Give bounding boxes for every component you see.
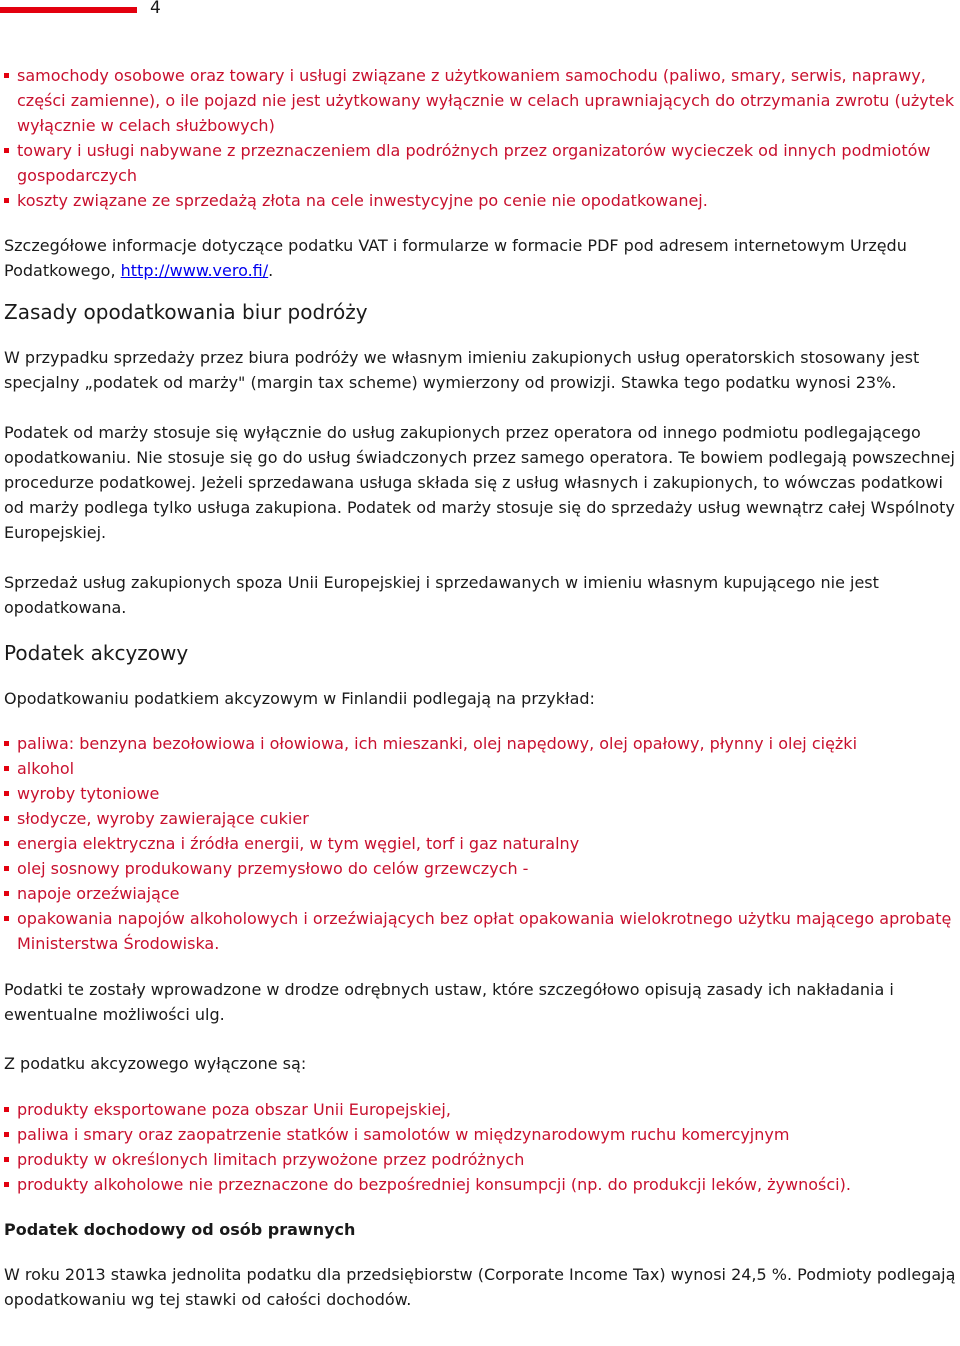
list-item: alkohol xyxy=(4,756,958,781)
list-item: wyroby tytoniowe xyxy=(4,781,958,806)
list-item: produkty w określonych limitach przywożone przez podróżnych xyxy=(4,1147,958,1172)
list-item: napoje orzeźwiające xyxy=(4,881,958,906)
travel-paragraph-3: Sprzedaż usług zakupionych spoza Unii Europejskiej i sprzedawanych w imieniu własnym kupującego nie jest opodatkowana. xyxy=(4,573,879,617)
list-item: olej sosnowy produkowany przemysłowo do celów grzewczych - xyxy=(4,856,958,881)
excise-laws-paragraph: Podatki te zostały wprowadzone w drodze odrębnych ustaw, które szczegółowo opisują zasady ich nakładania i ewentualne możliwości ulg. xyxy=(4,980,894,1024)
list-item: słodycze, wyroby zawierające cukier xyxy=(4,806,958,831)
vat-info-text: Szczegółowe informacje dotyczące podatku VAT i formularze w formacie PDF pod adresem internetowym Urzędu Podatkowego, xyxy=(4,236,907,280)
page-number: 4 xyxy=(150,0,161,18)
travel-heading: Zasady opodatkowania biur podróży xyxy=(4,300,368,324)
vat-info-paragraph xyxy=(4,233,958,283)
excise-heading: Podatek akcyzowy xyxy=(4,641,189,665)
vat-exclusions-list xyxy=(4,63,958,213)
excise-excluded-intro: Z podatku akcyzowego wyłączone są: xyxy=(4,1054,307,1073)
corporate-paragraph: W roku 2013 stawka jednolita podatku dla przedsiębiorstw (Corporate Income Tax) wynosi 24,5 %. Podmioty podlegają opodatkowaniu wg tej stawki od całości dochodów. xyxy=(4,1265,956,1309)
document-body xyxy=(4,63,958,1312)
list-item: paliwa: benzyna bezołowiowa i ołowiowa, ich mieszanki, olej napędowy, olej opałowy, płynny i olej ciężki xyxy=(4,731,958,756)
vero-link[interactable]: http://www.vero.fi/ xyxy=(120,261,269,280)
excise-items-list xyxy=(4,731,958,956)
corporate-heading: Podatek dochodowy od osób prawnych xyxy=(4,1220,356,1239)
list-item: opakowania napojów alkoholowych i orzeźwiających bez opłat opakowania wielokrotnego użytku mającego aprobatę Ministerstwa Środowiska. xyxy=(4,906,958,956)
list-item: produkty eksportowane poza obszar Unii Europejskiej, xyxy=(4,1097,958,1122)
header-accent-bar xyxy=(0,7,137,13)
list-item: koszty związane ze sprzedażą złota na cele inwestycyjne po cenie nie opodatkowanej. xyxy=(4,188,958,213)
travel-paragraph-2: Podatek od marży stosuje się wyłącznie do usług zakupionych przez operatora od innego podmiotu podlegającego opodatkowaniu. Nie stosuje się go do usług świadczonych przez samego operatora. Te bowiem podlegają powszechnej procedurze podatkowej. Jeżeli sprzedawana usługa składa się z usług własnych i zakupionych, to wówczas podatkowi od marży podlega tylko usługa zakupiona. Podatek od marży stosuje się do sprzedaży usług wewnątrz całej Wspólnoty Europejskiej. xyxy=(4,423,955,542)
list-item: paliwa i smary oraz zaopatrzenie statków i samolotów w międzynarodowym ruchu komercyjnym xyxy=(4,1122,958,1147)
excise-excluded-list xyxy=(4,1097,958,1197)
list-item: energia elektryczna i źródła energii, w tym węgiel, torf i gaz naturalny xyxy=(4,831,958,856)
travel-paragraph-1: W przypadku sprzedaży przez biura podróży we własnym imieniu zakupionych usług operatorskich stosowany jest specjalny „podatek od marży" (margin tax scheme) wymierzony od prowizji. Stawka tego podatku wynosi 23%. xyxy=(4,348,920,392)
vat-info-end: . xyxy=(268,261,274,280)
list-item: produkty alkoholowe nie przeznaczone do bezpośredniej konsumpcji (np. do produkcji leków, żywności). xyxy=(4,1172,958,1197)
list-item: towary i usługi nabywane z przeznaczeniem dla podróżnych przez organizatorów wycieczek od innych podmiotów gospodarczych xyxy=(4,138,958,188)
excise-intro: Opodatkowaniu podatkiem akcyzowym w Finlandii podlegają na przykład: xyxy=(4,689,595,708)
list-item: samochody osobowe oraz towary i usługi związane z użytkowaniem samochodu (paliwo, smary, serwis, naprawy, części zamienne), o ile pojazd nie jest użytkowany wyłącznie w celach uprawniających do otrzymania zwrotu (użytek wyłącznie w celach służbowych) xyxy=(4,63,958,138)
